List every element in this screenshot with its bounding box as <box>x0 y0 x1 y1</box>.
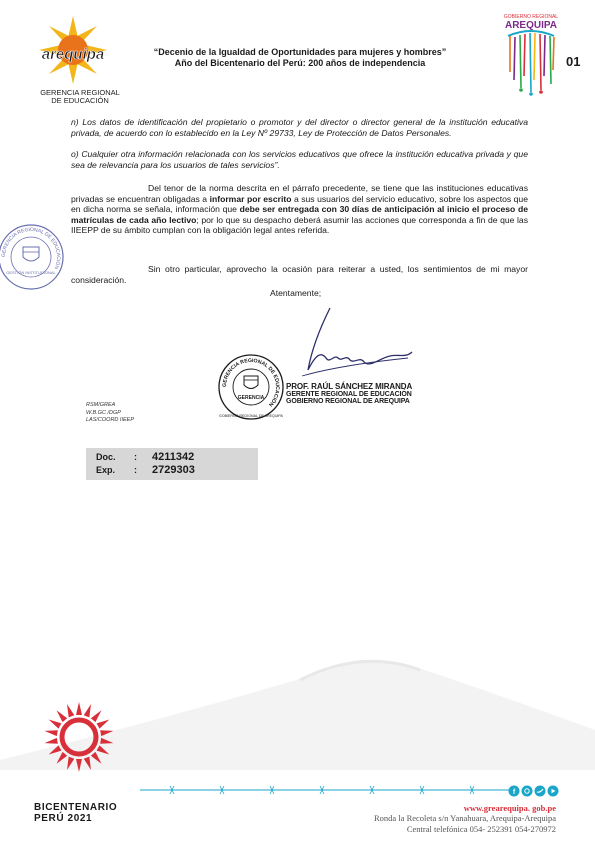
gobierno-big-label: AREQUIPA <box>504 20 558 31</box>
signer-name: PROF. RAÚL SÁNCHEZ MIRANDA <box>286 382 413 391</box>
bicentenario-logo <box>44 700 114 778</box>
institutional-seal-stamp <box>0 222 66 292</box>
arequipa-wordmark: arequipa <box>41 46 105 63</box>
address-line: Ronda la Recoleta s/n Yanahuara, Arequipa-Arequipa <box>374 813 556 823</box>
bold-informar: informar por escrito <box>209 193 292 204</box>
document-reference-box <box>86 448 258 480</box>
svg-text:GOBIERNO REGIONAL DE AREQUIPA: GOBIERNO REGIONAL DE AREQUIPA <box>219 414 283 418</box>
exp-number: 2729303 <box>152 464 195 476</box>
svg-text:GERENCIA REGIONAL DE EDUCACIÓN: GERENCIA REGIONAL DE EDUCACIÓN <box>221 357 281 408</box>
signer-title: GERENTE REGIONAL DE EDUCACIÓN <box>286 390 412 398</box>
header-quotes <box>110 47 490 69</box>
twitter-icon <box>535 786 546 797</box>
page-number: 01 <box>566 54 581 69</box>
coat-of-arms-icon <box>23 247 39 261</box>
atentamente-label: Atentamente; <box>270 288 322 298</box>
handwritten-signature <box>290 298 420 388</box>
phone-line: Central telefónica 054- 252391 054-270972 <box>406 823 556 834</box>
instagram-icon <box>522 786 533 797</box>
closing-paragraph: Sin otro particular, aprovecho la ocasión para reiterar a usted, los sentimientos de mi mayor consideración. <box>71 264 528 285</box>
gerencia-caption: GERENCIA REGIONAL DE EDUCACIÓN <box>40 88 120 105</box>
signer-block <box>286 383 412 406</box>
svg-text:GESTIÓN INSTITUCIONAL: GESTIÓN INSTITUCIONAL <box>6 270 56 275</box>
bicentenario-line: Año del Bicentenario del Perú: 200 años de independencia <box>174 58 426 68</box>
colored-tassels-icon <box>508 31 554 96</box>
doc-number: 4211342 <box>152 451 195 463</box>
main-paragraph: Del tenor de la norma descrita en el párrafo precedente, se tiene que las instituciones educativas privadas se encuentran obligadas a informar por escrito a sus usuarios del servicio educativo, sobre los aspectos que en dicha norma se señala, información que debe ser entregada con 30 días de anticipación al inicio el proceso de matrículas de cada año lectivo; por lo que su despacho deberá asumir las acciones que corresponda a fin de que las IIEEPP de su ámbito cumplan con la obligación legal antes referida. <box>71 183 528 236</box>
reference-initials: RSM/GREA W.B.GC /DGP LAS/COORD IIEEP <box>86 402 134 423</box>
gerencia-seal-stamp <box>216 352 286 422</box>
bold-deadline: debe ser entregada con 30 días de anticipación al inicio el proceso de matrículas de cada año lectivo <box>71 204 528 225</box>
doc-number-row: Doc. : 4211342 <box>96 451 195 463</box>
list-item-o: o) Cualquier otra información relacionada con los servicios educativos que ofrece la institución educativa privada y que sea de relevancia para los usuarios de tales servicios”. <box>71 149 528 170</box>
social-icons <box>508 784 566 796</box>
gobierno-small-label: GOBIERNO REGIONAL <box>503 14 559 20</box>
svg-text:f: f <box>512 789 516 796</box>
website-link[interactable]: www.grearequipa. gob.pe <box>463 803 556 813</box>
decenio-line: “Decenio de la Igualdad de Oportunidades para mujeres y hombres” <box>153 47 447 57</box>
bicentenario-caption: BICENTENARIO PERÚ 2021 <box>34 802 118 824</box>
contact-block <box>240 813 556 834</box>
svg-text:GERENCIA: GERENCIA <box>237 395 265 401</box>
exp-number-row: Exp. : 2729303 <box>96 464 195 476</box>
signer-org: GOBIERNO REGIONAL DE AREQUIPA <box>286 398 410 406</box>
gobierno-regional-logo <box>500 10 562 105</box>
svg-text:GERENCIA REGIONAL DE EDUCACIÓN: GERENCIA REGIONAL DE EDUCACIÓN <box>0 226 62 270</box>
decorative-footer-line <box>140 783 510 797</box>
list-item-n: n) Los datos de identificación del propietario o promotor y del director o director general de la institución educativa privada, de acuerdo con lo establecido en la Ley Nº 29733, Ley de Protección de Datos Personales. <box>71 117 528 138</box>
coat-of-arms-icon <box>244 376 258 389</box>
